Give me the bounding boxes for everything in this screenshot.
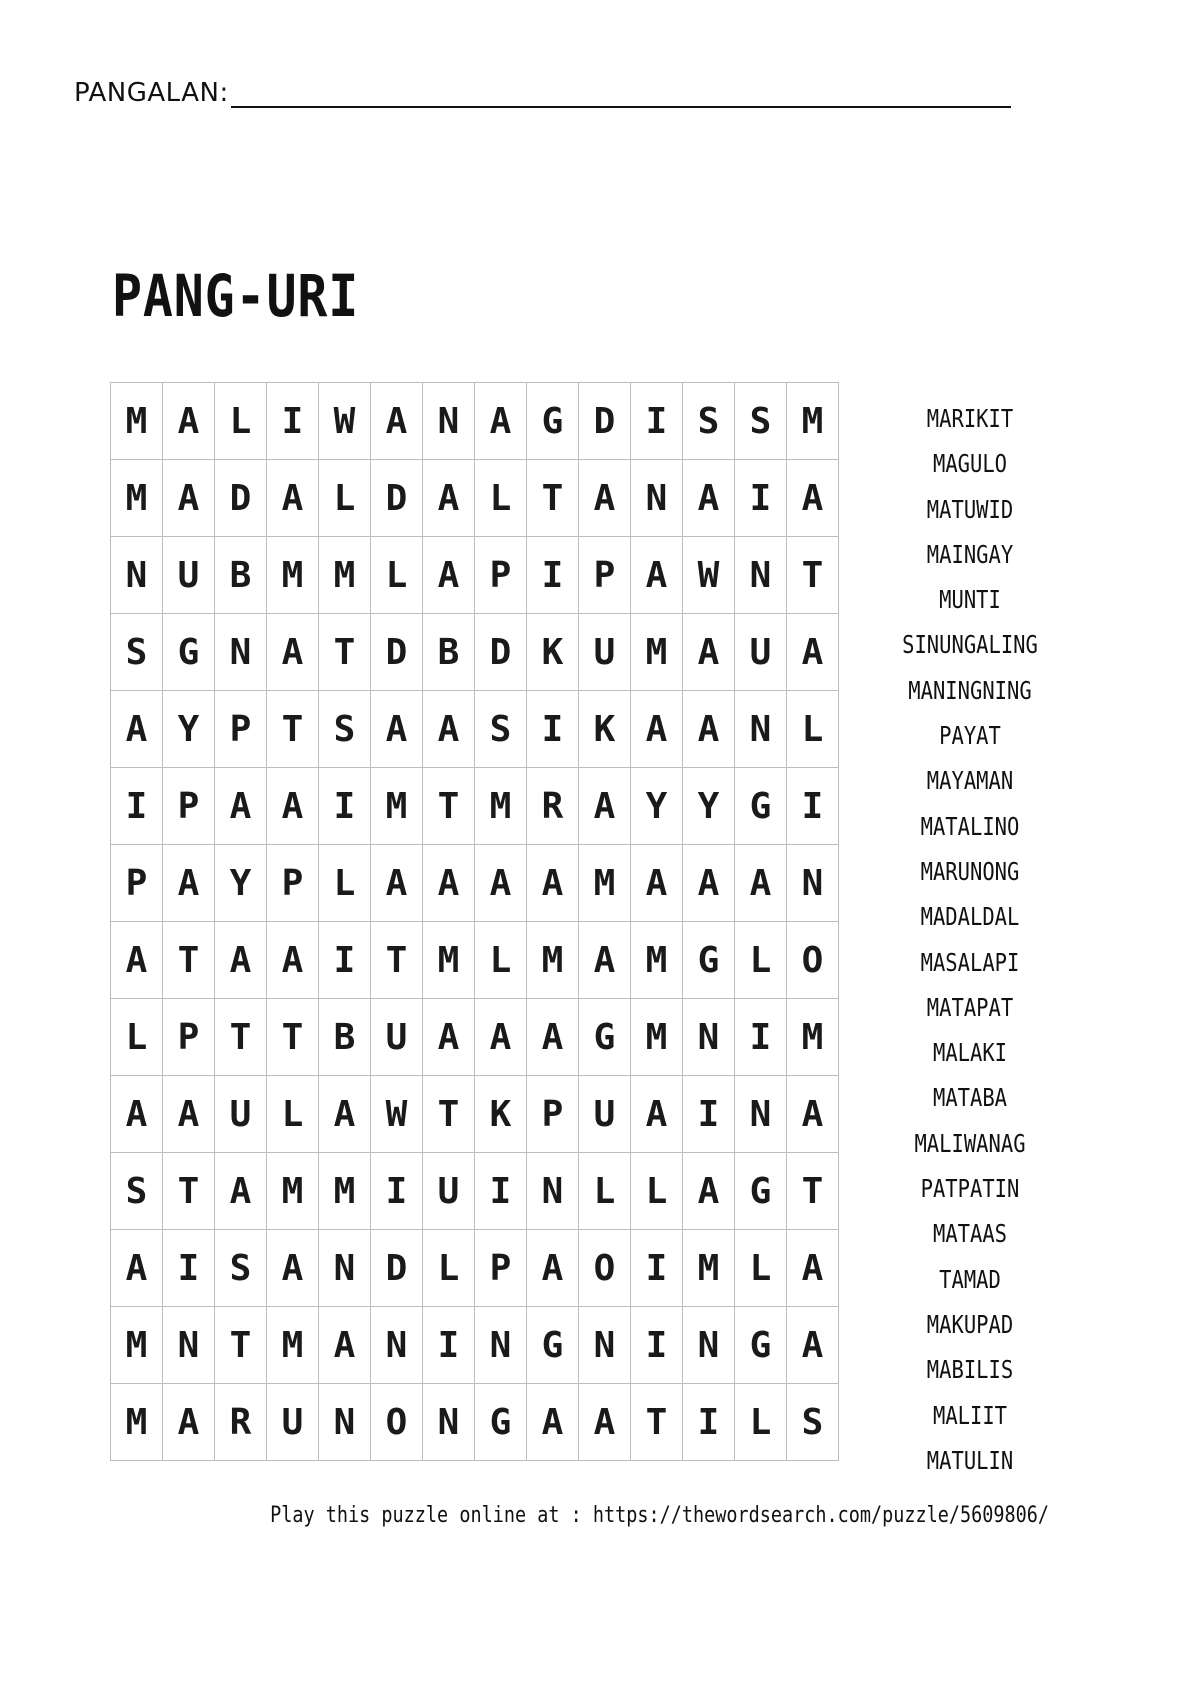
grid-cell[interactable]: N: [423, 1384, 475, 1461]
grid-cell[interactable]: I: [371, 1153, 423, 1230]
grid-cell[interactable]: A: [475, 845, 527, 922]
word-list-item: MATAPAT: [926, 992, 1014, 1022]
grid-cell[interactable]: B: [423, 614, 475, 691]
grid-row: [111, 999, 839, 1076]
word-list-item: SINUNGALING: [902, 630, 1038, 660]
grid-cell[interactable]: I: [267, 383, 319, 460]
grid-cell[interactable]: A: [267, 460, 319, 537]
grid-cell[interactable]: A: [371, 845, 423, 922]
grid-cell[interactable]: R: [527, 768, 579, 845]
grid-cell[interactable]: S: [319, 691, 371, 768]
grid-cell[interactable]: P: [579, 537, 631, 614]
word-list-item: MATABA: [932, 1083, 1008, 1113]
grid-cell[interactable]: T: [527, 460, 579, 537]
grid-cell[interactable]: B: [319, 999, 371, 1076]
word-list-item: PATPATIN: [920, 1174, 1020, 1204]
grid-cell[interactable]: P: [475, 537, 527, 614]
grid-cell[interactable]: I: [527, 537, 579, 614]
grid-cell[interactable]: A: [527, 845, 579, 922]
grid-cell[interactable]: N: [423, 383, 475, 460]
word-list: [880, 396, 1060, 1483]
grid-cell[interactable]: A: [163, 1384, 215, 1461]
grid-row: [111, 1153, 839, 1230]
grid-cell[interactable]: D: [371, 614, 423, 691]
grid-cell[interactable]: D: [371, 1230, 423, 1307]
grid-cell[interactable]: T: [787, 537, 839, 614]
grid-cell[interactable]: A: [371, 691, 423, 768]
grid-cell[interactable]: I: [527, 691, 579, 768]
grid-cell[interactable]: I: [735, 460, 787, 537]
grid-cell[interactable]: G: [735, 1307, 787, 1384]
grid-cell[interactable]: M: [319, 1153, 371, 1230]
grid-cell[interactable]: L: [735, 922, 787, 999]
grid-cell[interactable]: S: [475, 691, 527, 768]
grid-cell[interactable]: A: [787, 614, 839, 691]
grid-cell[interactable]: N: [735, 537, 787, 614]
grid-cell[interactable]: P: [475, 1230, 527, 1307]
grid-cell[interactable]: M: [631, 999, 683, 1076]
grid-cell[interactable]: A: [527, 1384, 579, 1461]
grid-cell[interactable]: Y: [631, 768, 683, 845]
word-list-item: MADALDAL: [920, 902, 1020, 932]
grid-cell[interactable]: L: [631, 1153, 683, 1230]
grid-row: [111, 1384, 839, 1461]
grid-cell[interactable]: I: [319, 768, 371, 845]
word-list-item: MARIKIT: [926, 404, 1014, 433]
grid-cell[interactable]: M: [787, 999, 839, 1076]
grid-cell[interactable]: N: [215, 614, 267, 691]
word-list-item: PAYAT: [939, 721, 1001, 751]
grid-cell[interactable]: I: [319, 922, 371, 999]
grid-cell[interactable]: T: [423, 768, 475, 845]
grid-cell[interactable]: S: [111, 614, 163, 691]
grid-row: [111, 1307, 839, 1384]
word-list-item: MABILIS: [926, 1355, 1014, 1385]
grid-cell[interactable]: A: [163, 383, 215, 460]
grid-cell[interactable]: S: [215, 1230, 267, 1307]
grid-row: [111, 460, 839, 537]
word-list-item: MATALINO: [920, 811, 1020, 841]
grid-cell[interactable]: I: [787, 768, 839, 845]
grid-cell[interactable]: I: [683, 1076, 735, 1153]
grid-cell[interactable]: S: [683, 383, 735, 460]
grid-cell[interactable]: A: [527, 999, 579, 1076]
grid-cell[interactable]: A: [683, 691, 735, 768]
grid-cell[interactable]: A: [787, 1230, 839, 1307]
grid-cell[interactable]: A: [111, 1230, 163, 1307]
grid-cell[interactable]: Y: [163, 691, 215, 768]
grid-cell[interactable]: A: [787, 460, 839, 537]
grid-cell[interactable]: I: [163, 1230, 215, 1307]
grid-row: [111, 1076, 839, 1153]
grid-cell[interactable]: A: [423, 999, 475, 1076]
grid-cell[interactable]: N: [735, 1076, 787, 1153]
grid-cell[interactable]: U: [215, 1076, 267, 1153]
grid-cell[interactable]: N: [163, 1307, 215, 1384]
word-list-item: MATUWID: [926, 494, 1014, 524]
grid-cell[interactable]: A: [631, 1076, 683, 1153]
grid-row: [111, 537, 839, 614]
grid-cell[interactable]: S: [787, 1384, 839, 1461]
grid-cell[interactable]: M: [631, 922, 683, 999]
grid-cell[interactable]: A: [683, 845, 735, 922]
grid-cell[interactable]: M: [787, 383, 839, 460]
grid-cell[interactable]: P: [111, 845, 163, 922]
grid-cell[interactable]: D: [579, 383, 631, 460]
grid-cell[interactable]: A: [267, 768, 319, 845]
grid-cell[interactable]: K: [579, 691, 631, 768]
footer-text: Play this puzzle online at : https://thewordsearch.com/puzzle/5609806/: [270, 1503, 1050, 1528]
grid-cell[interactable]: A: [267, 614, 319, 691]
grid-cell[interactable]: L: [319, 460, 371, 537]
grid-cell[interactable]: I: [683, 1384, 735, 1461]
grid-cell[interactable]: L: [319, 845, 371, 922]
grid-cell[interactable]: K: [527, 614, 579, 691]
grid-cell[interactable]: T: [215, 999, 267, 1076]
grid-cell[interactable]: U: [579, 1076, 631, 1153]
grid-cell[interactable]: U: [163, 537, 215, 614]
grid-cell[interactable]: P: [267, 845, 319, 922]
grid-cell[interactable]: G: [683, 922, 735, 999]
word-list-item: MARUNONG: [920, 856, 1020, 886]
grid-cell[interactable]: S: [111, 1153, 163, 1230]
grid-row: [111, 768, 839, 845]
grid-cell[interactable]: O: [371, 1384, 423, 1461]
grid-cell[interactable]: D: [475, 614, 527, 691]
grid-cell[interactable]: A: [579, 1384, 631, 1461]
grid-cell[interactable]: G: [735, 768, 787, 845]
grid-cell[interactable]: R: [215, 1384, 267, 1461]
grid-cell[interactable]: M: [423, 922, 475, 999]
grid-cell[interactable]: O: [787, 922, 839, 999]
grid-cell[interactable]: A: [267, 922, 319, 999]
word-list-item: TAMAD: [939, 1264, 1001, 1294]
grid-cell[interactable]: K: [475, 1076, 527, 1153]
grid-cell[interactable]: A: [579, 460, 631, 537]
grid-cell[interactable]: L: [787, 691, 839, 768]
grid-cell[interactable]: A: [683, 460, 735, 537]
grid-cell[interactable]: S: [735, 383, 787, 460]
grid-cell[interactable]: A: [683, 1153, 735, 1230]
grid-cell[interactable]: P: [163, 999, 215, 1076]
grid-cell[interactable]: N: [787, 845, 839, 922]
grid-cell[interactable]: Y: [215, 845, 267, 922]
grid-cell[interactable]: N: [579, 1307, 631, 1384]
grid-cell[interactable]: A: [111, 691, 163, 768]
grid-cell[interactable]: T: [267, 999, 319, 1076]
grid-cell[interactable]: L: [475, 460, 527, 537]
grid-cell[interactable]: Y: [683, 768, 735, 845]
word-list-item: MALAKI: [932, 1038, 1008, 1068]
grid-cell[interactable]: I: [735, 999, 787, 1076]
grid-row: [111, 922, 839, 999]
grid-cell[interactable]: I: [631, 1307, 683, 1384]
word-list-item: MUNTI: [939, 585, 1001, 615]
grid-cell[interactable]: N: [683, 1307, 735, 1384]
grid-cell[interactable]: A: [423, 691, 475, 768]
grid-cell[interactable]: P: [527, 1076, 579, 1153]
grid-cell[interactable]: W: [371, 1076, 423, 1153]
grid-cell[interactable]: M: [475, 768, 527, 845]
grid-row: [111, 614, 839, 691]
grid-cell[interactable]: L: [267, 1076, 319, 1153]
word-list-item: MATULIN: [926, 1445, 1014, 1475]
grid-cell[interactable]: A: [111, 922, 163, 999]
grid-cell[interactable]: I: [111, 768, 163, 845]
grid-cell[interactable]: A: [631, 537, 683, 614]
grid-cell[interactable]: T: [787, 1153, 839, 1230]
grid-cell[interactable]: L: [735, 1230, 787, 1307]
grid-cell[interactable]: M: [371, 768, 423, 845]
grid-cell[interactable]: N: [111, 537, 163, 614]
grid-cell[interactable]: T: [371, 922, 423, 999]
word-list-item: MALIWANAG: [914, 1128, 1026, 1158]
grid-cell[interactable]: M: [111, 1307, 163, 1384]
grid-cell[interactable]: A: [579, 922, 631, 999]
grid-cell[interactable]: T: [267, 691, 319, 768]
grid-cell[interactable]: A: [475, 999, 527, 1076]
grid-cell[interactable]: T: [215, 1307, 267, 1384]
grid-row: [111, 845, 839, 922]
word-list-item: MAINGAY: [926, 539, 1014, 569]
grid-cell[interactable]: A: [683, 614, 735, 691]
grid-cell[interactable]: G: [475, 1384, 527, 1461]
name-field-row: [74, 78, 1011, 108]
grid-cell[interactable]: M: [111, 460, 163, 537]
grid-cell[interactable]: A: [423, 537, 475, 614]
grid-cell[interactable]: U: [371, 999, 423, 1076]
grid-cell[interactable]: A: [319, 1076, 371, 1153]
grid-row: [111, 383, 839, 460]
grid-cell[interactable]: M: [267, 1307, 319, 1384]
grid-cell[interactable]: I: [631, 1230, 683, 1307]
footer: [0, 1503, 1200, 1528]
word-list-item: MAGULO: [932, 449, 1008, 479]
grid-row: [111, 691, 839, 768]
grid-cell[interactable]: L: [111, 999, 163, 1076]
grid-cell[interactable]: A: [163, 460, 215, 537]
grid-cell[interactable]: D: [215, 460, 267, 537]
grid-cell[interactable]: U: [267, 1384, 319, 1461]
grid-cell[interactable]: W: [683, 537, 735, 614]
grid-cell[interactable]: M: [527, 922, 579, 999]
grid-cell[interactable]: T: [423, 1076, 475, 1153]
grid-cell[interactable]: U: [579, 614, 631, 691]
grid-cell[interactable]: N: [319, 1230, 371, 1307]
page-title: PANG-URI: [112, 262, 360, 330]
grid-cell[interactable]: N: [683, 999, 735, 1076]
word-list-item: MAKUPAD: [926, 1309, 1014, 1339]
grid-cell[interactable]: A: [215, 768, 267, 845]
grid-cell[interactable]: O: [579, 1230, 631, 1307]
grid-cell[interactable]: U: [735, 614, 787, 691]
grid-cell[interactable]: A: [631, 845, 683, 922]
grid-cell[interactable]: A: [527, 1230, 579, 1307]
grid-cell[interactable]: L: [215, 383, 267, 460]
grid-cell[interactable]: A: [631, 691, 683, 768]
grid-cell[interactable]: M: [319, 537, 371, 614]
grid-cell[interactable]: A: [215, 922, 267, 999]
grid-cell[interactable]: L: [371, 537, 423, 614]
grid-cell[interactable]: M: [631, 614, 683, 691]
grid-cell[interactable]: T: [631, 1384, 683, 1461]
grid-cell[interactable]: N: [475, 1307, 527, 1384]
grid-cell[interactable]: A: [267, 1230, 319, 1307]
grid-cell[interactable]: M: [267, 537, 319, 614]
grid-cell[interactable]: M: [683, 1230, 735, 1307]
grid-cell[interactable]: P: [163, 768, 215, 845]
grid-cell[interactable]: M: [267, 1153, 319, 1230]
grid-cell[interactable]: L: [423, 1230, 475, 1307]
grid-cell[interactable]: L: [735, 1384, 787, 1461]
grid-cell[interactable]: P: [215, 691, 267, 768]
grid-cell[interactable]: A: [787, 1076, 839, 1153]
word-list-item: MATAAS: [932, 1219, 1008, 1249]
word-list-item: MASALAPI: [920, 947, 1020, 977]
grid-cell[interactable]: N: [631, 460, 683, 537]
grid-cell[interactable]: W: [319, 383, 371, 460]
grid-cell[interactable]: L: [475, 922, 527, 999]
grid-cell[interactable]: A: [111, 1076, 163, 1153]
grid-cell[interactable]: A: [319, 1307, 371, 1384]
grid-cell[interactable]: A: [163, 845, 215, 922]
grid-cell[interactable]: A: [371, 383, 423, 460]
grid-cell[interactable]: G: [163, 614, 215, 691]
grid-cell[interactable]: A: [215, 1153, 267, 1230]
grid-cell[interactable]: N: [371, 1307, 423, 1384]
name-blank-line[interactable]: [231, 78, 1011, 108]
grid-cell[interactable]: I: [423, 1307, 475, 1384]
word-list-item: MANINGNING: [908, 675, 1032, 705]
grid-cell[interactable]: N: [735, 691, 787, 768]
grid-cell[interactable]: A: [163, 1076, 215, 1153]
grid-cell[interactable]: I: [475, 1153, 527, 1230]
grid-cell[interactable]: A: [423, 845, 475, 922]
grid-cell[interactable]: N: [319, 1384, 371, 1461]
word-list-item: MAYAMAN: [926, 766, 1014, 796]
grid-cell[interactable]: A: [423, 460, 475, 537]
grid-cell[interactable]: G: [579, 999, 631, 1076]
word-list-item: MALIIT: [932, 1400, 1008, 1430]
grid-cell[interactable]: T: [163, 922, 215, 999]
grid-cell[interactable]: D: [371, 460, 423, 537]
grid-cell[interactable]: A: [787, 1307, 839, 1384]
grid-cell[interactable]: I: [631, 383, 683, 460]
grid-cell[interactable]: A: [475, 383, 527, 460]
grid-cell[interactable]: T: [163, 1153, 215, 1230]
grid-cell[interactable]: U: [423, 1153, 475, 1230]
grid-row: [111, 1230, 839, 1307]
grid-cell[interactable]: M: [111, 1384, 163, 1461]
grid-cell[interactable]: M: [579, 845, 631, 922]
grid-cell[interactable]: L: [579, 1153, 631, 1230]
grid-cell[interactable]: G: [735, 1153, 787, 1230]
grid-cell[interactable]: N: [527, 1153, 579, 1230]
grid-cell[interactable]: M: [111, 383, 163, 460]
grid-cell[interactable]: T: [319, 614, 371, 691]
grid-cell[interactable]: A: [579, 768, 631, 845]
word-search-grid: [110, 382, 839, 1461]
grid-cell[interactable]: G: [527, 1307, 579, 1384]
grid-cell[interactable]: A: [735, 845, 787, 922]
grid-cell[interactable]: G: [527, 383, 579, 460]
name-label: PANGALAN:: [74, 78, 229, 108]
grid-cell[interactable]: B: [215, 537, 267, 614]
